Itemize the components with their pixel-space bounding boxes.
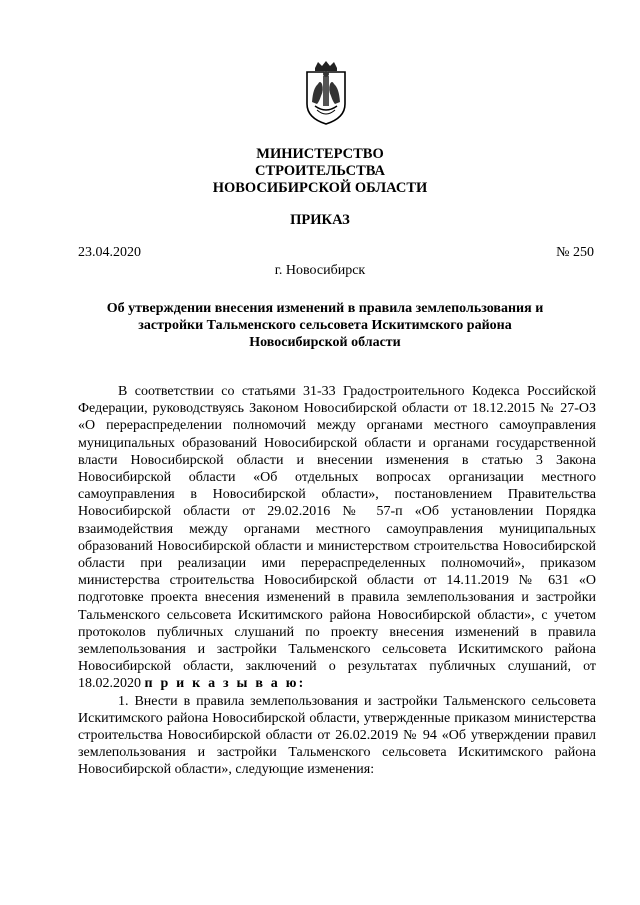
order-body bbox=[78, 383, 596, 779]
order-subject bbox=[60, 300, 590, 351]
order-number: № 250 bbox=[556, 245, 594, 260]
body-paragraph: 1. Внести в правила землепользования и застройки Тальменского сельсовета Искитимского района Новосибирской области, утвержденные приказом министерства строительства Новосибирской области от 26.02.2019 № 94 «Об утверждении правил землепользования и застройки Тальменского сельсовета Искитимского района Новосибирской области», следующие изменения: bbox=[78, 693, 596, 778]
order-date: 23.04.2020 bbox=[78, 245, 141, 260]
ministry-line: МИНИСТЕРСТВО bbox=[256, 146, 384, 162]
coat-of-arms-emblem bbox=[303, 60, 349, 126]
subject-line: Новосибирской области bbox=[249, 335, 401, 350]
order-keyword: п р и к а з ы в а ю: bbox=[144, 676, 306, 692]
ministry-name bbox=[0, 146, 640, 197]
subject-line: Об утверждении внесения изменений в правила землепользования и bbox=[106, 301, 544, 316]
body-paragraph bbox=[78, 383, 596, 693]
ministry-line: СТРОИТЕЛЬСТВА bbox=[254, 163, 386, 179]
order-city: г. Новосибирск bbox=[274, 263, 366, 278]
subject-line: застройки Тальменского сельсовета Искитимского района bbox=[138, 318, 512, 333]
document-type-title: ПРИКАЗ bbox=[290, 212, 350, 228]
preamble-text: В соответствии со статьями 31-33 Градостроительного Кодекса Российской Федерации, руководствуясь Законом Новосибирской области от 18.12.2015 № 27-ОЗ «О перераспределении полномочий между органами местного самоуправления муниципальных образований Новосибирской области и органами государственной власти Новосибирской области и внесении изменения в статью 3 Закона Новосибирской области «Об отдельных вопросах организации местного самоуправления в Новосибирской области», постановлением Правительства Новосибирской области от 29.02.2016 № 57-п «Об установлении Порядка взаимодействия между органами местного самоуправления муниципальных образований Новосибирской области и министерством строительства Новосибирской области при реализации ими перераспределенных полномочий», приказом министерства строительства Новосибирской области от 14.11.2019 № 631 «О подготовке проекта внесения изменений в правила землепользования и застройки Тальменского сельсовета Искитимского района Новосибирской области», с учетом протоколов публичных слушаний по проекту внесения изменений в правила землепользования и застройки Тальменского сельсовета Искитимского района Новосибирской области, заключений о результатах публичных слушаний, от 18.02.2020 bbox=[78, 384, 596, 692]
ministry-line: НОВОСИБИРСКОЙ ОБЛАСТИ bbox=[212, 180, 428, 196]
